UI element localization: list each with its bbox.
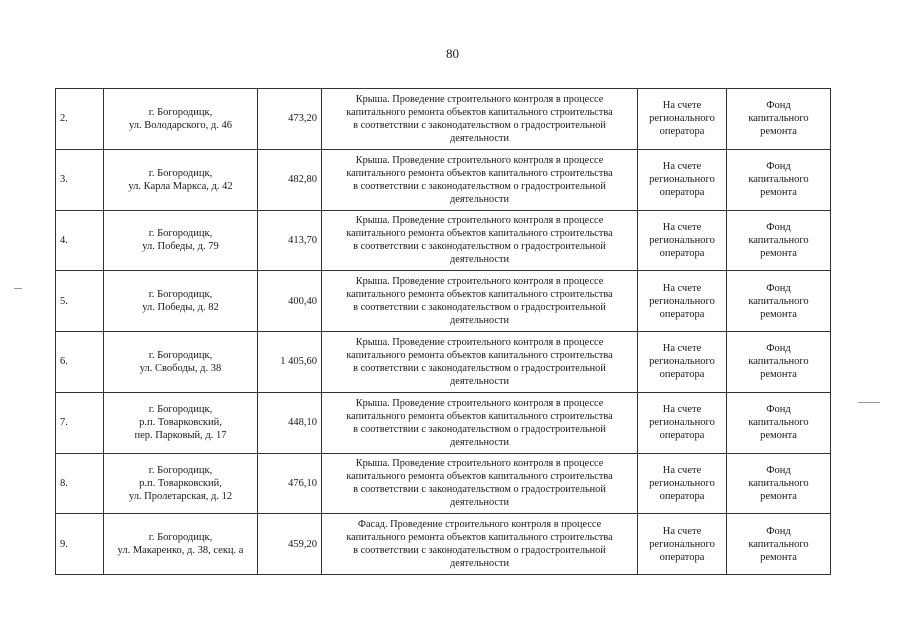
- funding-source-cell-line: Фонд: [766, 343, 791, 355]
- address-cell-line: г. Богородицк,: [148, 228, 213, 240]
- table-row: [56, 392, 831, 453]
- funding-source-cell-line: ремонта: [760, 430, 797, 442]
- area-cell: 1 405,60: [258, 332, 322, 393]
- area-cell: 459,20: [258, 514, 322, 575]
- area-cell: 482,80: [258, 149, 322, 210]
- account-cell-line: На счете: [662, 464, 702, 476]
- table-body: [56, 89, 831, 575]
- table-row: [56, 514, 831, 575]
- row-number: 5.: [56, 271, 104, 332]
- work-description-cell-line: деятельности: [450, 375, 509, 387]
- account-cell-line: регионального: [649, 113, 715, 125]
- address-cell-line: г. Богородицк,: [148, 167, 213, 179]
- work-description-cell: [322, 89, 638, 150]
- work-description-cell-line: капитального ремонта объектов капитального строительства: [346, 410, 613, 422]
- address-cell-line: ул. Свободы, д. 38: [139, 362, 222, 374]
- address-cell-line: г. Богородицк,: [148, 404, 213, 416]
- work-description-cell-line: капитального ремонта объектов капитального строительства: [346, 532, 613, 544]
- account-cell-line: регионального: [649, 174, 715, 186]
- address-cell-line: г. Богородицк,: [148, 464, 213, 476]
- work-description-cell-line: деятельности: [450, 497, 509, 509]
- funding-source-cell-line: Фонд: [766, 282, 791, 294]
- work-description-cell-line: Крыша. Проведение строительного контроля в процессе: [355, 93, 604, 105]
- work-description-cell-line: капитального ремонта объектов капитального строительства: [346, 471, 613, 483]
- row-number: 6.: [56, 332, 104, 393]
- repair-objects-table: [55, 88, 831, 575]
- funding-source-cell: [727, 271, 831, 332]
- account-cell: [638, 514, 727, 575]
- funding-source-cell: [727, 392, 831, 453]
- account-cell: [638, 210, 727, 271]
- address-cell: [104, 332, 258, 393]
- funding-source-cell-line: капитального: [748, 174, 809, 186]
- table-row: [56, 453, 831, 514]
- account-cell-line: На счете: [662, 525, 702, 537]
- work-description-cell-line: в соответствии с законодательством о градостроительной: [353, 241, 606, 253]
- address-cell-line: ул. Карла Маркса, д. 42: [128, 180, 233, 192]
- account-cell-line: оператора: [659, 490, 705, 502]
- address-cell-line: ул. Победы, д. 82: [142, 302, 219, 314]
- work-description-cell: [322, 453, 638, 514]
- work-description-cell-line: в соответствии с законодательством о градостроительной: [353, 180, 606, 192]
- account-cell-line: оператора: [659, 126, 705, 138]
- account-cell: [638, 453, 727, 514]
- address-cell-line: пер. Парковый, д. 17: [134, 430, 227, 442]
- work-description-cell-line: капитального ремонта объектов капитального строительства: [346, 228, 613, 240]
- work-description-cell: [322, 149, 638, 210]
- account-cell-line: регионального: [649, 295, 715, 307]
- address-cell-line: г. Богородицк,: [148, 289, 213, 301]
- work-description-cell: [322, 271, 638, 332]
- account-cell-line: регионального: [649, 234, 715, 246]
- account-cell-line: На счете: [662, 221, 702, 233]
- funding-source-cell-line: ремонта: [760, 490, 797, 502]
- funding-source-cell-line: ремонта: [760, 369, 797, 381]
- work-description-cell-line: Крыша. Проведение строительного контроля в процессе: [355, 154, 604, 166]
- funding-source-cell-line: капитального: [748, 477, 809, 489]
- funding-source-cell-line: ремонта: [760, 308, 797, 320]
- account-cell-line: оператора: [659, 247, 705, 259]
- address-cell-line: г. Богородицк,: [148, 106, 213, 118]
- work-description-cell-line: деятельности: [450, 132, 509, 144]
- area-cell: 400,40: [258, 271, 322, 332]
- funding-source-cell-line: ремонта: [760, 126, 797, 138]
- work-description-cell-line: в соответствии с законодательством о градостроительной: [353, 119, 606, 131]
- work-description-cell-line: в соответствии с законодательством о градостроительной: [353, 362, 606, 374]
- work-description-cell-line: деятельности: [450, 193, 509, 205]
- funding-source-cell-line: Фонд: [766, 100, 791, 112]
- address-cell-line: ул. Макаренко, д. 38, секц. а: [117, 545, 244, 557]
- work-description-cell: [322, 392, 638, 453]
- account-cell-line: На счете: [662, 100, 702, 112]
- address-cell: [104, 514, 258, 575]
- table-row: [56, 332, 831, 393]
- address-cell: [104, 392, 258, 453]
- account-cell: [638, 149, 727, 210]
- work-description-cell-line: капитального ремонта объектов капитального строительства: [346, 167, 613, 179]
- address-cell: [104, 271, 258, 332]
- work-description-cell: [322, 210, 638, 271]
- funding-source-cell-line: Фонд: [766, 161, 791, 173]
- funding-source-cell-line: ремонта: [760, 247, 797, 259]
- table-row: [56, 210, 831, 271]
- account-cell-line: оператора: [659, 430, 705, 442]
- row-number: 8.: [56, 453, 104, 514]
- funding-source-cell-line: Фонд: [766, 525, 791, 537]
- work-description-cell-line: деятельности: [450, 558, 509, 570]
- account-cell: [638, 89, 727, 150]
- work-description-cell-line: Крыша. Проведение строительного контроля в процессе: [355, 276, 604, 288]
- address-cell: [104, 210, 258, 271]
- funding-source-cell: [727, 149, 831, 210]
- scan-mark: [14, 288, 22, 289]
- address-cell-line: р.п. Товарковский,: [139, 477, 222, 489]
- work-description-cell-line: Фасад. Проведение строительного контроля в процессе: [357, 519, 602, 531]
- account-cell-line: регионального: [649, 538, 715, 550]
- funding-source-cell-line: капитального: [748, 356, 809, 368]
- address-cell-line: ул. Пролетарская, д. 12: [128, 490, 233, 502]
- address-cell: [104, 149, 258, 210]
- account-cell-line: регионального: [649, 417, 715, 429]
- address-cell-line: ул. Володарского, д. 46: [129, 119, 232, 131]
- page-number: 80: [446, 46, 459, 61]
- funding-source-cell: [727, 514, 831, 575]
- work-description-cell-line: капитального ремонта объектов капитального строительства: [346, 349, 613, 361]
- area-cell: 476,10: [258, 453, 322, 514]
- work-description-cell-line: Крыша. Проведение строительного контроля в процессе: [355, 215, 604, 227]
- row-number: 9.: [56, 514, 104, 575]
- account-cell-line: На счете: [662, 282, 702, 294]
- work-description-cell-line: капитального ремонта объектов капитального строительства: [346, 106, 613, 118]
- account-cell-line: На счете: [662, 404, 702, 416]
- area-cell: 448,10: [258, 392, 322, 453]
- account-cell-line: оператора: [659, 551, 705, 563]
- scan-mark: [858, 402, 880, 403]
- account-cell: [638, 392, 727, 453]
- account-cell-line: оператора: [659, 308, 705, 320]
- address-cell-line: р.п. Товарковский,: [139, 417, 222, 429]
- funding-source-cell: [727, 210, 831, 271]
- funding-source-cell-line: Фонд: [766, 404, 791, 416]
- work-description-cell-line: в соответствии с законодательством о градостроительной: [353, 484, 606, 496]
- work-description-cell-line: деятельности: [450, 436, 509, 448]
- address-cell-line: г. Богородицк,: [148, 532, 213, 544]
- work-description-cell-line: деятельности: [450, 315, 509, 327]
- account-cell-line: оператора: [659, 369, 705, 381]
- account-cell: [638, 271, 727, 332]
- account-cell-line: На счете: [662, 161, 702, 173]
- address-cell: [104, 89, 258, 150]
- account-cell-line: регионального: [649, 356, 715, 368]
- row-number: 2.: [56, 89, 104, 150]
- work-description-cell-line: деятельности: [450, 254, 509, 266]
- work-description-cell-line: капитального ремонта объектов капитального строительства: [346, 289, 613, 301]
- funding-source-cell: [727, 453, 831, 514]
- table-row: [56, 149, 831, 210]
- work-description-cell-line: в соответствии с законодательством о градостроительной: [353, 545, 606, 557]
- funding-source-cell-line: ремонта: [760, 187, 797, 199]
- account-cell: [638, 332, 727, 393]
- funding-source-cell-line: капитального: [748, 295, 809, 307]
- work-description-cell-line: Крыша. Проведение строительного контроля в процессе: [355, 397, 604, 409]
- funding-source-cell-line: капитального: [748, 113, 809, 125]
- funding-source-cell-line: Фонд: [766, 464, 791, 476]
- funding-source-cell-line: капитального: [748, 417, 809, 429]
- work-description-cell-line: Крыша. Проведение строительного контроля в процессе: [355, 336, 604, 348]
- row-number: 4.: [56, 210, 104, 271]
- work-description-cell: [322, 332, 638, 393]
- funding-source-cell: [727, 89, 831, 150]
- funding-source-cell: [727, 332, 831, 393]
- area-cell: 413,70: [258, 210, 322, 271]
- account-cell-line: оператора: [659, 187, 705, 199]
- table-row: [56, 89, 831, 150]
- address-cell: [104, 453, 258, 514]
- area-cell: 473,20: [258, 89, 322, 150]
- work-description-cell-line: Крыша. Проведение строительного контроля в процессе: [355, 458, 604, 470]
- account-cell-line: регионального: [649, 477, 715, 489]
- funding-source-cell-line: ремонта: [760, 551, 797, 563]
- account-cell-line: На счете: [662, 343, 702, 355]
- work-description-cell: [322, 514, 638, 575]
- row-number: 7.: [56, 392, 104, 453]
- funding-source-cell-line: капитального: [748, 234, 809, 246]
- funding-source-cell-line: капитального: [748, 538, 809, 550]
- address-cell-line: г. Богородицк,: [148, 349, 213, 361]
- address-cell-line: ул. Победы, д. 79: [142, 241, 219, 253]
- row-number: 3.: [56, 149, 104, 210]
- work-description-cell-line: в соответствии с законодательством о градостроительной: [353, 423, 606, 435]
- table-row: [56, 271, 831, 332]
- funding-source-cell-line: Фонд: [766, 221, 791, 233]
- work-description-cell-line: в соответствии с законодательством о градостроительной: [353, 302, 606, 314]
